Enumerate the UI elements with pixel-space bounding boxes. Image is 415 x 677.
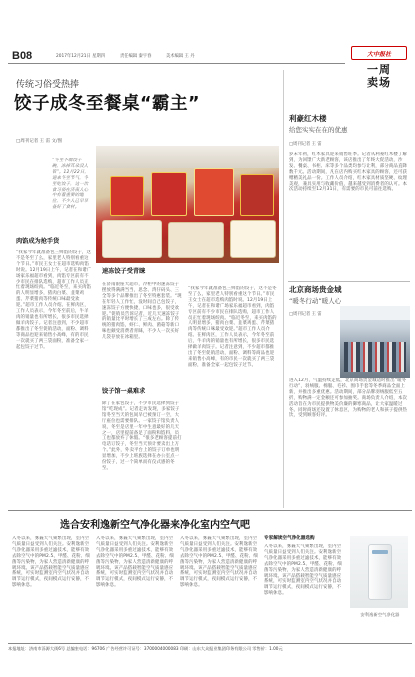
photo-package-4	[240, 174, 274, 216]
purifier-photo	[350, 536, 408, 608]
header-proof: 美术编辑 王 丹	[166, 54, 195, 59]
header-date: 2017年12月21日 星期四	[56, 54, 106, 59]
page-header	[8, 46, 345, 64]
purifier-caption: 安利逸新空气净化器	[360, 612, 400, 617]
footer-text: 本报地址：济南市泺源大街6号 总编室电话：96706 广告经营许可证号：3700004000083 印刷：山东大众报业集团印务有限公司 零售价：1.00元	[8, 646, 283, 651]
dumpling-photo	[96, 146, 279, 263]
page-footer	[8, 643, 412, 653]
brand-logo: 大中报社	[351, 46, 407, 60]
purifier-panel	[372, 550, 388, 554]
main-headline: 饺子成冬至餐桌“霸主”	[14, 94, 201, 114]
photo-dumpling-bag-3	[230, 220, 276, 258]
bottom-col3: 入冬以来，雾霾天气频繁出现，室内空气质量日益受到人们关注。安利逸新空气净化器采用多重过滤技术，能够有效去除空气中的PM2.5、甲醛、花粉、细菌等污染物，为家人营造清新健康的呼吸环境。该产品搭载智能空气质量感应系统，可实时监测室内空气状况并自动调节运行模式，夜间模式运行安静，不影响休息。	[180, 536, 258, 589]
bottom-col1: 入冬以来，雾霾天气频繁出现，室内空气质量日益受到人们关注。安利逸新空气净化器采用多重过滤技术，能够有效去除空气中的PM2.5、甲醛、花粉、细菌等污染物，为家人营造清新健康的呼吸环境。该产品搭载智能空气质量感应系统，可实时监测室内空气状况并自动调节运行模式，夜间模式运行安静，不影响休息。	[12, 536, 90, 589]
photo-dumpling-bag-2	[168, 222, 224, 258]
bottom-separator	[8, 510, 412, 511]
sidebar2-title: 北京商场贵金城	[289, 285, 342, 294]
mall-photo	[340, 306, 410, 378]
main-byline: □周刊记者 王 雷 文/图	[16, 139, 63, 144]
bottom-subhead-1: 专家解读空气净化器选购	[264, 536, 315, 541]
photo-dumpling-bag	[102, 220, 162, 258]
section3-title: 饺子馆一桌难求	[102, 388, 146, 395]
sidebar2-text: 进入12月，气温持续走低，北京商场贵金城适时推出“暖冬行动”，羽绒服、棉服、毛衫、围巾手套等冬季商品全面上新，并推出多重优惠。活动期间，部分品牌羽绒服低至五折，购物满一定金额还可参加抽奖。商场负责人介绍，本次活动旨在为市民提供物美价廉的御寒商品，让大家温暖过冬。同时商场还设置了休息区，为购物的老人和孩子提供热饮，受到顾客好评。	[289, 378, 408, 419]
page-code: B08	[12, 50, 33, 62]
photo-package-2	[151, 172, 187, 216]
photo-shelf	[96, 146, 279, 168]
section2-title: 速冻饺子受青睐	[102, 268, 146, 275]
section1-text: “我家今年就准备包三鲜馅的饺子，这不是冬至了么，家里老人特别看重这个节日。”市民王女士在超市选购肉馅时说。12月19日上午，记者在和谐广场家乐福超市看到，肉馅专区前有不少市民在排队选购，超市工作人员正忙着现场绞肉。“临近冬至，来买肉馅的人明显增多，猪肉白菜、韭菜鸡蛋、芹菜猪肉等传统口味最受欢迎。”超市工作人员介绍。在鲜肉区，工作人员表示，今年冬至前后，牛羊肉的销量也有所增长，很多市民选择做羊肉饺子。记者注意到，不少超市都推出了冬至促销活动，面粉、调料等商品也迎来销售小高峰，有的市民一次就买了两三袋面粉，准备全家一起包饺子过节。	[16, 250, 92, 350]
sidebar1-subtitle: 给您实实在在的优惠	[289, 126, 348, 134]
photo-package-3	[194, 168, 234, 216]
section3-text: 除了在家包饺子，不少市民选择到饺子馆“吃现成”。记者走访发现，多家饺子馆冬至当天的包间早已被预订一空，大厅座位也需要排队。一家饺子馆负责人说，冬至是店里一年中生意最好的几天之一，店里提前备足了面粉和馅料，员工也都放弃了休假。“很多老顾客提前打电话订饺子，冬至当天预计要卖出上万个。”此外，外卖平台上的饺子订单也明显增加，不少上班族选择在办公室点一份饺子，过一个简单而有仪式感的冬至。	[102, 401, 182, 471]
mall-photo-ceiling	[340, 306, 410, 320]
sidebar1-byline: □周刊记者 王 雷	[289, 142, 322, 147]
bottom-headline: 选合安利逸新空气净化器来净化室内空气吧	[60, 520, 250, 531]
header-editor: 责任编辑 秦宇春	[120, 54, 152, 59]
section1-title: 肉馅成为抢手货	[16, 238, 60, 245]
sidebar2-byline: □周刊记者 王 雷	[289, 312, 322, 317]
section3-continued: “我家今年就准备包三鲜馅的饺子，这不是冬至了么，家里老人特别看重这个节日。”市民王女士在超市选购肉馅时说。12月19日上午，记者在和谐广场家乐福超市看到，肉馅专区前有不少市民在排队选购，超市工作人员正忙着现场绞肉。“临近冬至，来买肉馅的人明显增多，猪肉白菜、韭菜鸡蛋、芹菜猪肉等传统口味最受欢迎。”超市工作人员介绍。在鲜肉区，工作人员表示，今年冬至前后，牛羊肉的销量也有所增长，很多市民选择做羊肉饺子。记者注意到，不少超市都推出了冬至促销活动，面粉、调料等商品也迎来销售小高峰，有的市民一次就买了两三袋面粉，准备全家一起包饺子过节。	[188, 286, 277, 368]
photo-package-1	[110, 176, 144, 216]
pull-quote: “冬至不端饺子碗，冻掉耳朵没人管”。12月22日，迎来冬至节气，冬至吃饺子，这一饮食习俗在济南人心中有着重要的地位，不少人已早早备好了食材。	[52, 158, 89, 211]
sidebar1-title: 利豪红木楼	[289, 114, 327, 123]
sidebar1-text: 岁末年初，红木家具迎来销售旺季。记者从利豪红木楼了解到，为回馈广大新老顾客，该店推出了年终大促活动，沙发、餐桌、书柜、床等多个品类均参与让利，部分商品直降数千元。活动期间，凡在店内购买红木家具的顾客，还可获赠精美礼品一份。工作人员介绍，红木家具材质坚硬、纹理美观，兼具实用与收藏价值，越来越受到消费者的认可。本次活动持续至12月31日，有需要的市民可前往选购。	[289, 152, 408, 193]
mall-photo-rack	[344, 342, 406, 372]
section2-text: 在济南银座大超市，冷柜中的速冻饺子摆放得满满当当，思念、湾仔码头、三全等多个品牌推出了冬至特惠套装。“现在年轻人工作忙，没时间自己包饺子，速冻饺子方便快捷，口味也多，很受欢迎。”促销员告诉记者，近几天速冻饺子的销量比平时增长了三成左右。除了传统的猪肉馅，虾仁、鲜肉、菌菇等新口味也颇受消费者青睐，不少人一次买好几袋存放在冰箱里。	[102, 282, 182, 341]
sidebar2-subtitle: “暖冬行动”暖人心	[289, 297, 342, 305]
bottom-col4: 入冬以来，雾霾天气频繁出现，室内空气质量日益受到人们关注。安利逸新空气净化器采用多重过滤技术，能够有效去除空气中的PM2.5、甲醛、花粉、细菌等污染物，为家人营造清新健康的呼吸环境。该产品搭载智能空气质量感应系统，可实时监测室内空气状况并自动调节运行模式，夜间模式运行安静，不影响休息。	[264, 544, 342, 597]
column-badge	[345, 46, 413, 94]
bottom-col2: 入冬以来，雾霾天气频繁出现，室内空气质量日益受到人们关注。安利逸新空气净化器采用多重过滤技术，能够有效去除空气中的PM2.5、甲醛、花粉、细菌等污染物，为家人营造清新健康的呼吸环境。该产品搭载智能空气质量感应系统，可实时监测室内空气状况并自动调节运行模式，夜间模式运行安静，不影响休息。	[96, 536, 174, 589]
main-kicker: 传统习俗受热捧	[16, 80, 80, 90]
sidebar-divider	[288, 281, 410, 282]
column-name: 一周卖场	[367, 63, 391, 89]
column-divider	[283, 70, 284, 508]
